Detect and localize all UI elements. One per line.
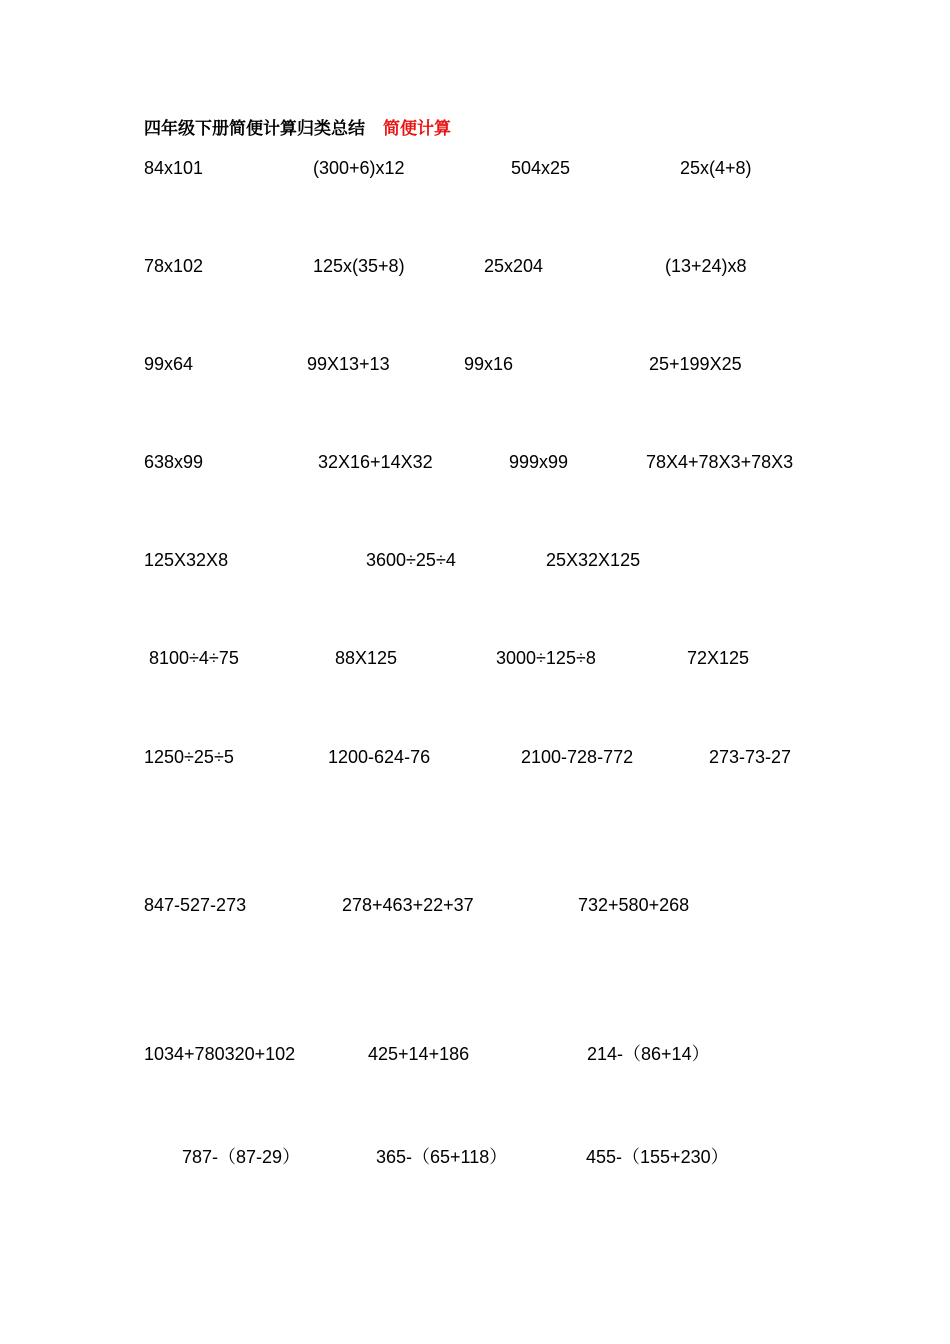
problem-r7-c3: 2100-728-772 [521, 747, 634, 767]
problem-r2-c4: (13+24)x8 [665, 256, 747, 276]
problem-r5-c2: 3600÷25÷4 [366, 550, 456, 570]
problem-r6-c4: 72X125 [687, 648, 750, 668]
problem-r2-c2: 125x(35+8) [313, 256, 405, 276]
problem-r8-c2: 278+463+22+37 [342, 895, 474, 915]
problem-r2-c3: 25x204 [484, 256, 544, 276]
problem-r5-c1: 125X32X8 [144, 550, 229, 570]
problem-r10-c2: 365-（65+118） [376, 1147, 508, 1167]
problem-r1-c3: 504x25 [511, 158, 571, 178]
problem-r7-c2: 1200-624-76 [328, 747, 431, 767]
problem-r9-c2: 425+14+186 [368, 1044, 470, 1064]
problem-r1-c4: 25x(4+8) [680, 158, 752, 178]
title-main: 四年级下册简便计算归类总结 [144, 119, 365, 139]
problem-r3-c3: 99x16 [464, 354, 514, 374]
problem-r3-c4: 25+199X25 [649, 354, 742, 374]
problem-r6-c2: 88X125 [335, 648, 398, 668]
title-accent: 简便计算 [383, 119, 451, 139]
problem-r3-c2: 99X13+13 [307, 354, 390, 374]
problem-r7-c1: 1250÷25÷5 [144, 747, 234, 767]
problem-r5-c3: 25X32X125 [546, 550, 641, 570]
problem-r4-c1: 638x99 [144, 452, 204, 472]
problem-r9-c1: 1034+780320+102 [144, 1044, 296, 1064]
problem-r8-c3: 732+580+268 [578, 895, 690, 915]
problem-r4-c3: 999x99 [509, 452, 569, 472]
problem-r3-c1: 99x64 [144, 354, 194, 374]
problem-r1-c1: 84x101 [144, 158, 204, 178]
problem-r2-c1: 78x102 [144, 256, 204, 276]
problem-r6-c1: 8100÷4÷75 [149, 648, 239, 668]
problem-r1-c2: (300+6)x12 [313, 158, 405, 178]
page-title [144, 117, 451, 141]
problem-r7-c4: 273-73-27 [709, 747, 792, 767]
problem-r10-c1: 787-（87-29） [182, 1147, 301, 1167]
problem-r10-c3: 455-（155+230） [586, 1147, 729, 1167]
problem-r4-c2: 32X16+14X32 [318, 452, 433, 472]
problem-r9-c3: 214-（86+14） [587, 1044, 710, 1064]
problem-r6-c3: 3000÷125÷8 [496, 648, 596, 668]
problem-r8-c1: 847-527-273 [144, 895, 247, 915]
problem-r4-c4: 78X4+78X3+78X3 [646, 452, 794, 472]
